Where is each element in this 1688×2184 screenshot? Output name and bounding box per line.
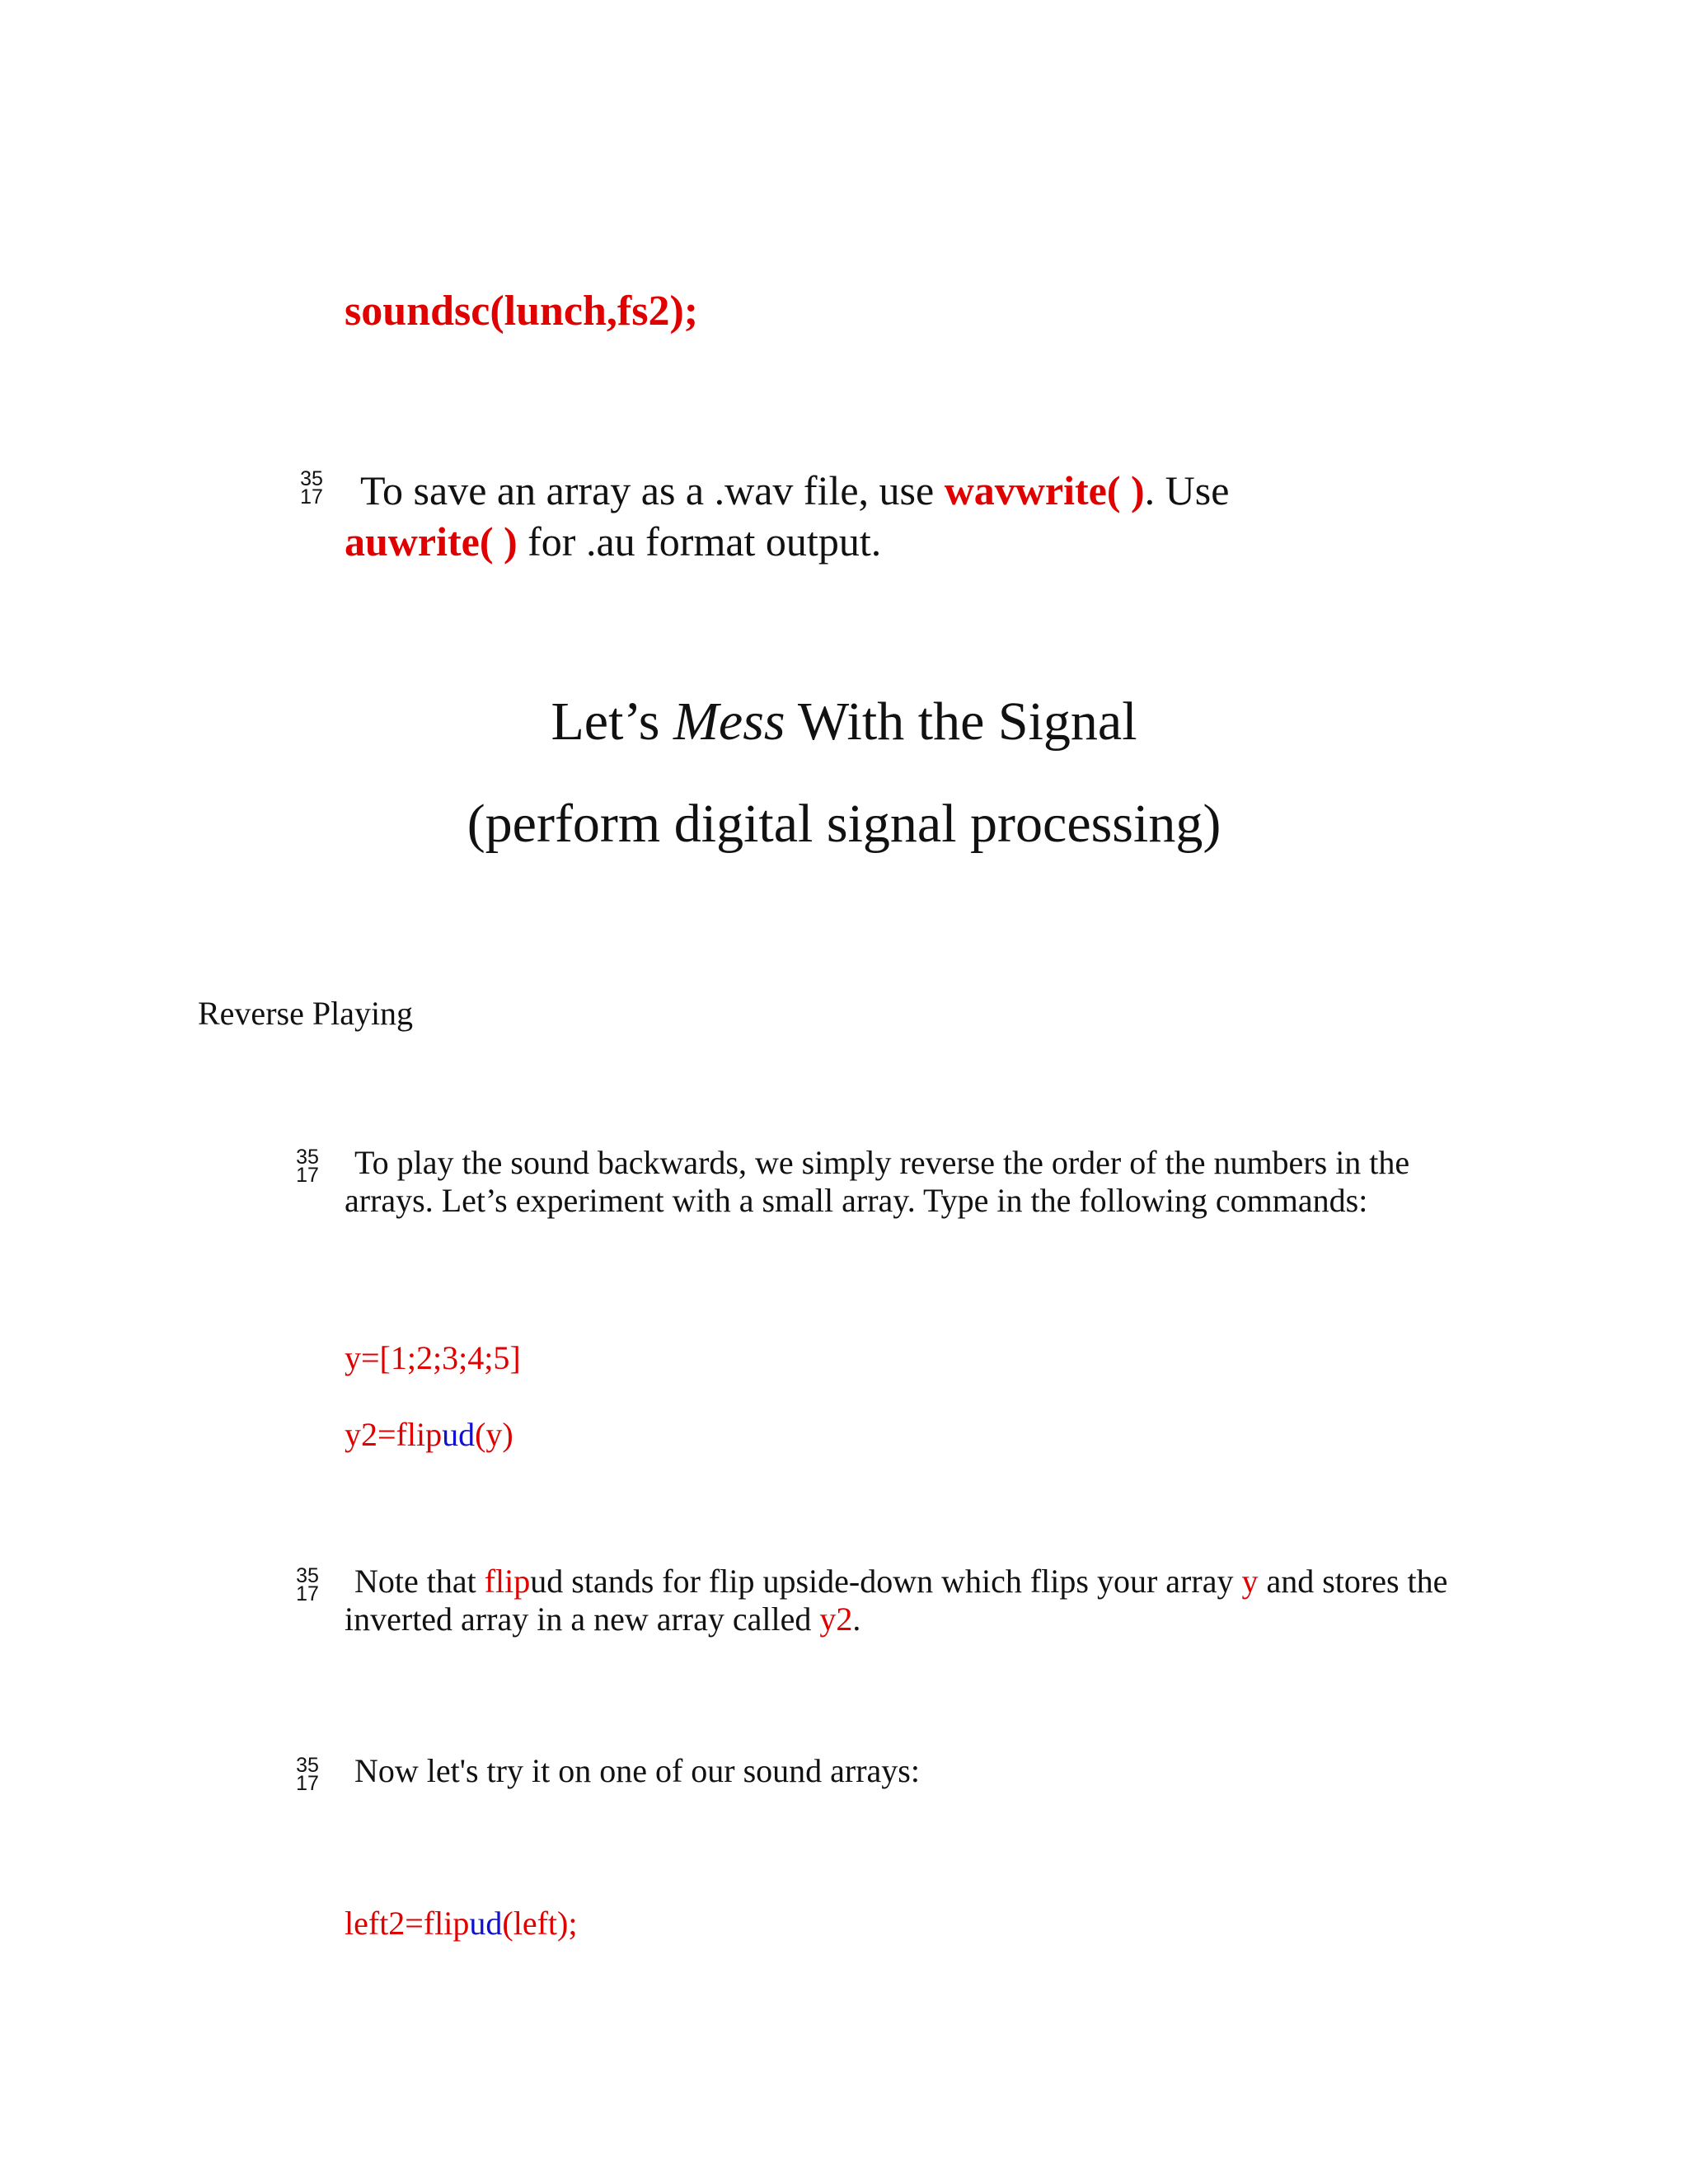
save-text3: for .au format output. — [517, 518, 882, 565]
reverse-paragraph-line1: To play the sound backwards, we simply reverse the order of the numbers in the — [354, 1144, 1410, 1181]
code-y: y=[1;2;3;4;5] — [345, 1339, 521, 1376]
note-paragraph-line1: Note that flipud stands for flip upside-down which flips your array y and stores the — [354, 1563, 1448, 1600]
bullet-icon: 35 17 — [296, 1146, 319, 1187]
bullet-icon: 35 17 — [300, 467, 323, 509]
page-subtitle: (perform digital signal processing) — [467, 794, 1221, 854]
reverse-paragraph-line2: arrays. Let’s experiment with a small array. Type in the following commands: — [345, 1182, 1368, 1219]
code-left2: left2=flipud(left); — [345, 1905, 578, 1942]
save-text2: . Use — [1144, 467, 1230, 513]
page-title: Let’s Mess With the Signal — [551, 691, 1137, 752]
section-heading: Reverse Playing — [198, 995, 414, 1032]
save-paragraph-line1 — [360, 465, 1229, 516]
save-text1: To save an array as a .wav file, use — [360, 467, 945, 513]
bullet-icon: 35 17 — [296, 1564, 319, 1605]
code-y2: y2=flipud(y) — [345, 1416, 513, 1453]
bullet-icon: 35 17 — [296, 1754, 319, 1795]
code-auwrite: auwrite( ) — [345, 518, 518, 565]
save-paragraph-line2 — [345, 516, 881, 567]
code-soundsc: soundsc(lunch,fs2); — [345, 288, 699, 335]
code-wavwrite: wavwrite( ) — [944, 467, 1145, 513]
note-paragraph-line2: inverted array in a new array called y2. — [345, 1601, 861, 1638]
title-italic-word: Mess — [673, 691, 785, 752]
now-paragraph: Now let's try it on one of our sound arrays: — [354, 1752, 920, 1789]
